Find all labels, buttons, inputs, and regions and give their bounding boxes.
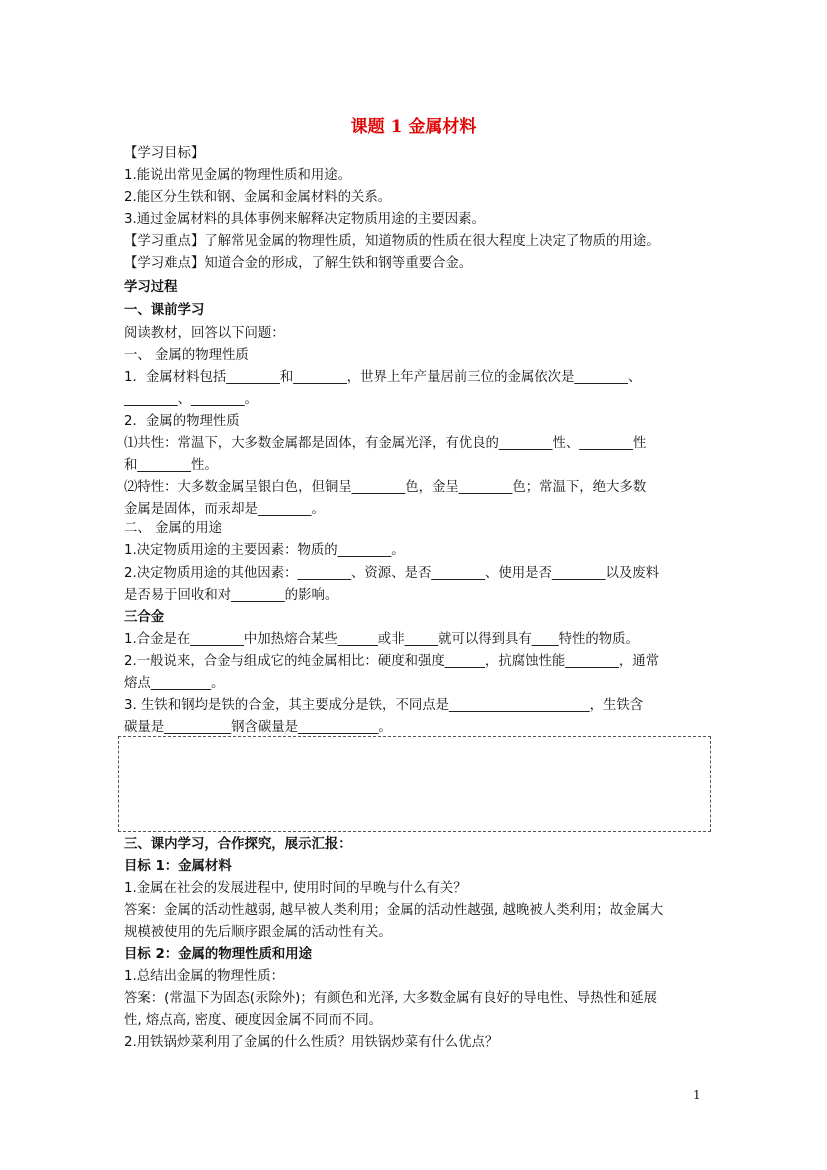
key-point: 【学习重点】了解常见金属的物理性质，知道物质的性质在很大程度上决定了物质的用途。 <box>124 234 660 249</box>
question-line: 1．金属材料包括________和________，世界上年产量居前三位的金属依次是________、 <box>124 370 642 385</box>
doubts-box <box>118 736 711 832</box>
objective-2: 2.能区分生铁和钢、金属和金属材料的关系。 <box>124 190 392 205</box>
goal-1-heading: 目标 1：金属材料 <box>124 859 232 874</box>
question-line: 2．金属的物理性质 <box>124 414 240 429</box>
difficult-point: 【学习难点】知道合金的形成，了解生铁和钢等重要合金。 <box>124 256 473 271</box>
answer-line: 规模被使用的先后顺序跟金属的活动性有关。 <box>124 925 392 940</box>
question-line: 和________性。 <box>124 458 218 473</box>
question-line: ⑵特性：大多数金属呈银白色，但铜呈________色，金呈________色；常温下，绝大多数 <box>124 480 647 495</box>
question-line: 熔点_________。 <box>124 676 225 691</box>
subsection-alloys: 三合金 <box>124 610 165 625</box>
question-line: 1.总结出金属的物理性质： <box>124 969 285 984</box>
question-line: 2.一般说来，合金与组成它的纯金属相比：硬度和强度______，抗腐蚀性能________，通常 <box>124 654 660 669</box>
question-line: ________、________。 <box>124 392 258 407</box>
subsection-uses: 二、 金属的用途 <box>124 521 222 536</box>
question-line: ⑴共性：常温下，大多数金属都是固体，有金属光泽，有优良的________性、________性 <box>124 436 647 451</box>
section-learning-process: 学习过程 <box>124 280 178 295</box>
question-line: 3. 生铁和钢均是铁的合金，其主要成分是铁，不同点是_____________________，生铁含 <box>124 698 644 713</box>
objective-1: 1.能说出常见金属的物理性质和用途。 <box>124 168 352 183</box>
goal-2-heading: 目标 2：金属的物理性质和用途 <box>124 947 313 962</box>
objectives-heading: 【学习目标】 <box>124 146 205 161</box>
question-line: 碳量是__________钢含碳量是____________。 <box>124 720 392 735</box>
question-line: 金属是固体，而汞却是________。 <box>124 502 325 517</box>
question-line: 是否易于回收和对________的影响。 <box>124 588 339 603</box>
answer-line: 答案：(常温下为固态(汞除外)；有颜色和光泽, 大多数金属有良好的导电性、导热性和延展 <box>124 991 658 1006</box>
page-number: 1 <box>693 1088 701 1102</box>
section-in-class: 三、课内学习，合作探究，展示汇报： <box>124 837 352 852</box>
page-title: 课题 1 金属材料 <box>350 117 477 137</box>
subsection-physical-properties: 一、 金属的物理性质 <box>124 348 249 363</box>
section-pre-class: 一、课前学习 <box>124 303 205 318</box>
question-line: 1.金属在社会的发展进程中, 使用时间的早晚与什么有关？ <box>124 881 467 896</box>
question-line: 2.用铁锅炒菜利用了金属的什么性质？用铁锅炒菜有什么优点？ <box>124 1035 499 1050</box>
objective-3: 3.通过金属材料的具体事例来解释决定物质用途的主要因素。 <box>124 212 485 227</box>
answer-line: 性, 熔点高, 密度、硬度因金属不同而不同。 <box>124 1013 383 1028</box>
answer-line: 答案：金属的活动性越弱, 越早被人类利用；金属的活动性越强, 越晚被人类利用；故金属大 <box>124 903 664 918</box>
question-line: 1.合金是在________中加热熔合某些______或非_____就可以得到具有____特性的物质。 <box>124 632 639 647</box>
reading-instruction: 阅读教材，回答以下问题： <box>124 326 285 341</box>
question-line: 2.决定物质用途的其他因素：________、资源、是否________、使用是否________以及废料 <box>124 566 660 581</box>
question-line: 1.决定物质用途的主要因素：物质的________。 <box>124 543 405 558</box>
